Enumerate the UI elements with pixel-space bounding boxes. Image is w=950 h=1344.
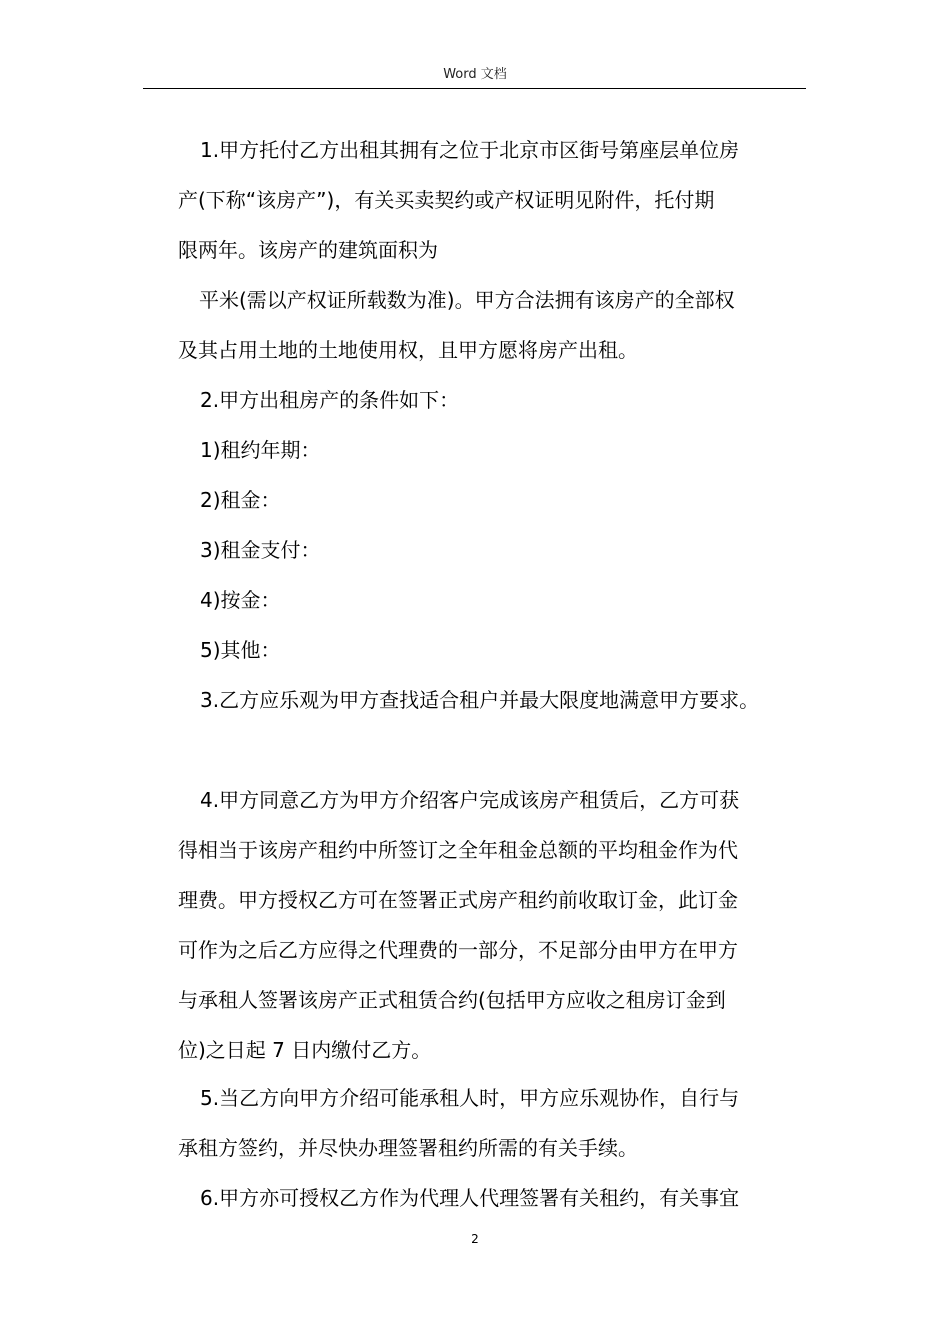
condition-other: 5)其他：	[200, 638, 281, 662]
paragraph-3: 3.乙方应乐观为甲方查找适合租户并最大限度地满意甲方要求。	[200, 688, 760, 712]
condition-rent-payment: 3)租金支付：	[200, 538, 321, 562]
paragraph-1-line-3: 限两年。该房产的建筑面积为	[178, 238, 438, 262]
paragraph-1-line-2: 产(下称“该房产”)，有关买卖契约或产权证明见附件，托付期	[178, 188, 715, 212]
page-number: 2	[471, 1232, 479, 1246]
paragraph-4-line-3: 理费。甲方授权乙方可在签署正式房产租约前收取订金，此订金	[178, 888, 738, 912]
condition-rent: 2)租金：	[200, 488, 281, 512]
paragraph-6-line-1: 6.甲方亦可授权乙方作为代理人代理签署有关租约，有关事宜	[200, 1186, 740, 1210]
paragraph-5-line-1: 5.当乙方向甲方介绍可能承租人时，甲方应乐观协作，自行与	[200, 1086, 740, 1110]
paragraph-4-line-6: 位)之日起 7 日内缴付乙方。	[178, 1038, 432, 1062]
paragraph-4-line-1: 4.甲方同意乙方为甲方介绍客户完成该房产租赁后，乙方可获	[200, 788, 740, 812]
paragraph-1-line-4: 平米(需以产权证所载数为准)。甲方合法拥有该房产的全部权	[199, 288, 735, 312]
paragraph-5-line-2: 承租方签约，并尽快办理签署租约所需的有关手续。	[178, 1136, 638, 1160]
condition-deposit: 4)按金：	[200, 588, 281, 612]
paragraph-4-line-4: 可作为之后乙方应得之代理费的一部分，不足部分由甲方在甲方	[178, 938, 738, 962]
paragraph-1-line-1: 1.甲方托付乙方出租其拥有之位于北京市区街号第座层单位房	[200, 138, 740, 162]
paragraph-2-heading: 2.甲方出租房产的条件如下：	[200, 388, 460, 412]
paragraph-1-line-5: 及其占用土地的土地使用权，且甲方愿将房产出租。	[178, 338, 638, 362]
paragraph-4-line-2: 得相当于该房产租约中所签订之全年租金总额的平均租金作为代	[178, 838, 738, 862]
paragraph-4-line-5: 与承租人签署该房产正式租赁合约(包括甲方应收之租房订金到	[178, 988, 726, 1012]
page-header-title: Word 文档	[443, 67, 507, 82]
condition-lease-term: 1)租约年期：	[200, 438, 321, 462]
header-divider	[143, 88, 806, 89]
